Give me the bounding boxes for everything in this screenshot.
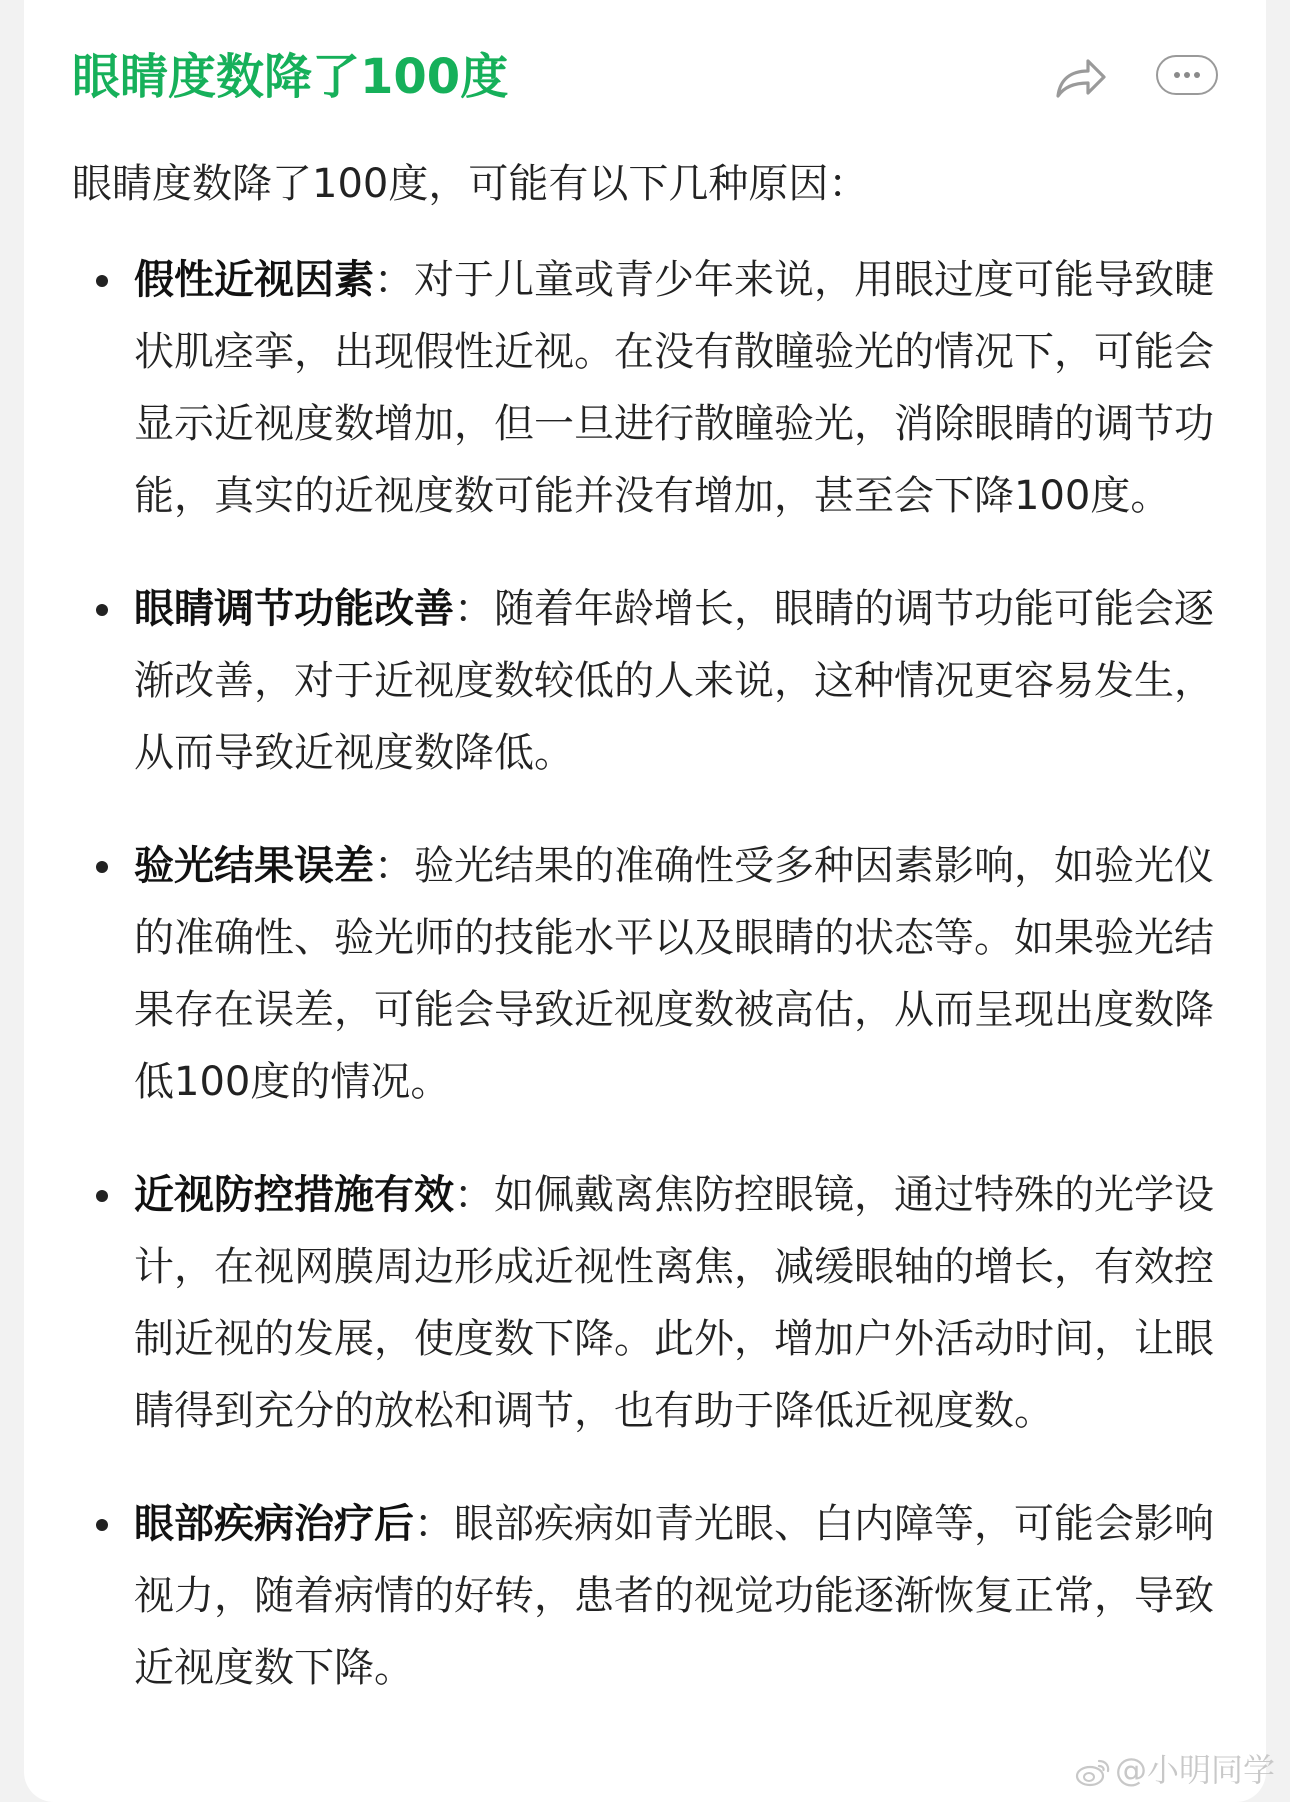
more-icon-dot: [1184, 72, 1190, 78]
answer-card: [24, 0, 1266, 1802]
item-heading: 近视防控措施有效: [134, 1172, 454, 1218]
item-text: 对于儿童或青少年来说，用眼过度可能导致睫状肌痉挛，出现假性近视。在没有散瞳验光的情况下，可能会显示近视度数增加，但一旦进行散瞳验光，消除眼睛的调节功能，真实的近视度数可能并没有增加，甚至会下降100度。: [134, 257, 1214, 519]
more-options-button[interactable]: [1156, 55, 1218, 95]
reason-list: [72, 244, 1222, 1745]
share-icon: [1050, 50, 1110, 104]
intro-text: 眼睛度数降了100度，可能有以下几种原因：: [72, 161, 869, 207]
more-icon: [1174, 72, 1180, 78]
more-icon-dot: [1194, 72, 1200, 78]
item-colon: ：: [454, 1172, 494, 1218]
weibo-logo-icon: [1075, 1757, 1111, 1787]
item-colon: ：: [414, 1501, 454, 1547]
item-heading: 假性近视因素: [134, 257, 374, 303]
watermark-text: @小明同学: [1115, 1751, 1276, 1789]
share-button[interactable]: [1050, 50, 1110, 104]
bullet-icon: [96, 1519, 108, 1531]
item-colon: ：: [374, 843, 414, 889]
item-colon: ：: [454, 586, 494, 632]
item-text: 随着年龄增长，眼睛的调节功能可能会逐渐改善，对于近视度数较低的人来说，这种情况更容易发生，从而导致近视度数降低。: [134, 586, 1214, 776]
bullet-icon: [96, 861, 108, 873]
list-item: [72, 830, 1222, 1118]
item-text: 验光结果的准确性受多种因素影响，如验光仪的准确性、验光师的技能水平以及眼睛的状态等。如果验光结果存在误差，可能会导致近视度数被高估，从而呈现出度数降低100度的情况。: [134, 843, 1214, 1105]
item-colon: ：: [374, 257, 414, 303]
item-heading: 眼部疾病治疗后: [134, 1501, 414, 1547]
bullet-icon: [96, 604, 108, 616]
item-text: 眼部疾病如青光眼、白内障等，可能会影响视力，随着病情的好转，患者的视觉功能逐渐恢复正常，导致近视度数下降。: [134, 1501, 1214, 1691]
list-item: [72, 244, 1222, 532]
item-heading: 验光结果误差: [134, 843, 374, 889]
list-item: [72, 1488, 1222, 1704]
watermark: [1075, 1746, 1275, 1794]
list-item: [72, 1159, 1222, 1447]
bullet-icon: [96, 1190, 108, 1202]
list-item: [72, 573, 1222, 789]
item-text: 如佩戴离焦防控眼镜，通过特殊的光学设计，在视网膜周边形成近视性离焦，减缓眼轴的增长，有效控制近视的发展，使度数下降。此外，增加户外活动时间，让眼睛得到充分的放松和调节，也有助于降低近视度数。: [134, 1172, 1214, 1434]
page-title: 眼睛度数降了100度: [72, 49, 509, 105]
item-heading: 眼睛调节功能改善: [134, 586, 454, 632]
bullet-icon: [96, 275, 108, 287]
